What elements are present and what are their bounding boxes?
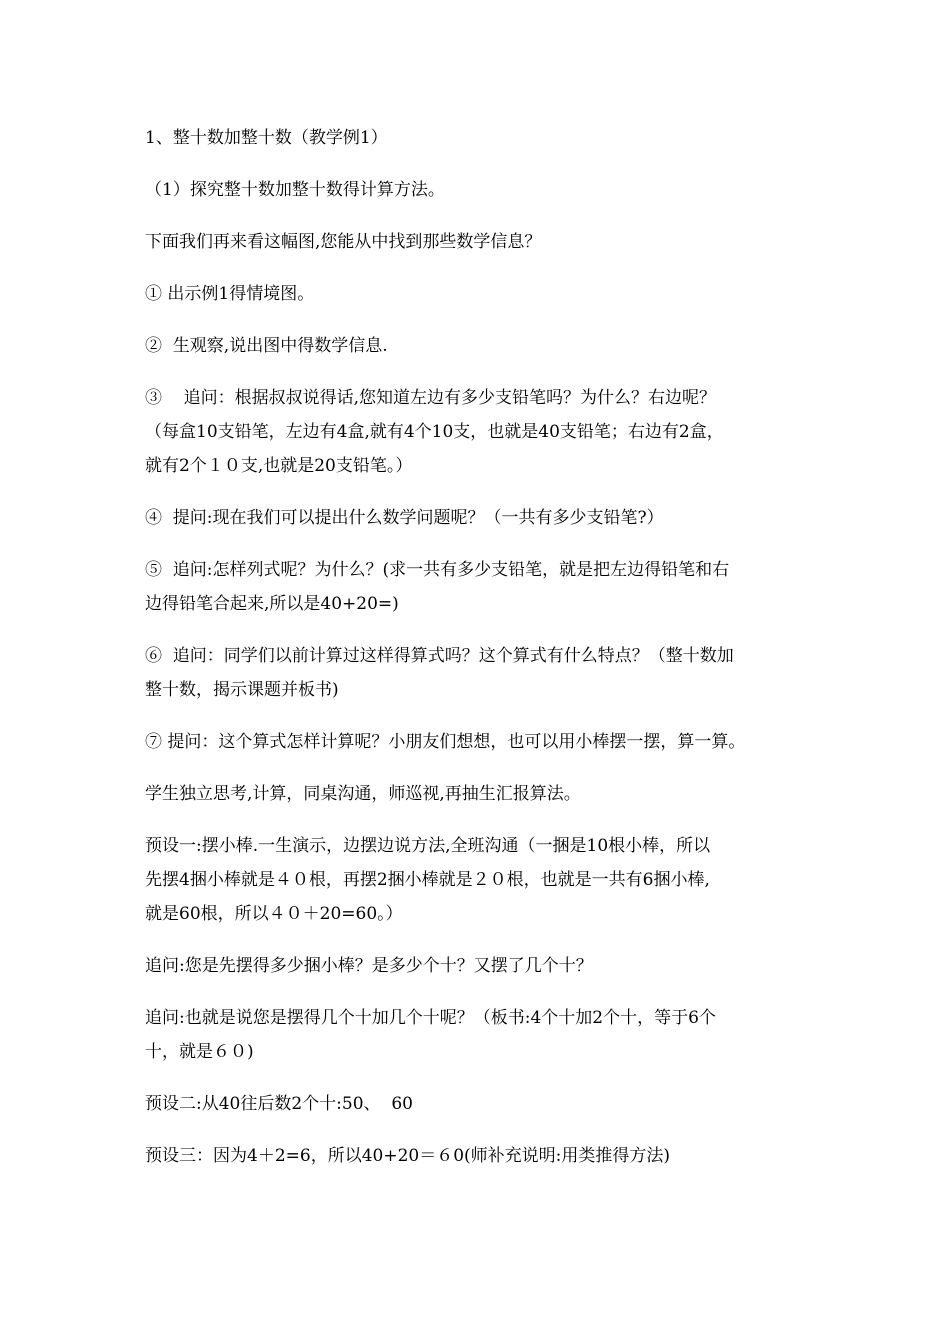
paragraph: [145, 777, 815, 811]
text-line: ④ 提问:现在我们可以提出什么数学问题呢？（一共有多少支铅笔?）: [145, 508, 664, 528]
text-line: 预设二:从40往后数2个十:50、 60: [145, 1094, 413, 1114]
text-line: 追问:您是先摆得多少捆小棒？是多少个十？又摆了几个十？: [145, 956, 593, 976]
text-line: ③ 追问：根据叔叔说得话,您知道左边有多少支铅笔吗？为什么？右边呢？: [145, 388, 717, 408]
text-line: （1）探究整十数加整十数得计算方法。: [145, 180, 445, 200]
text-line: 预设三：因为4＋2=6，所以40+20＝６0(师补充说明:用类推得方法): [145, 1146, 671, 1166]
text-line: 就有2个１０支,也就是20支铅笔。）: [145, 456, 413, 476]
text-line: 十，就是６０): [145, 1042, 254, 1062]
text-line: ① 出示例1得情境图。: [145, 284, 315, 304]
paragraph: [145, 277, 815, 311]
text-line: 整十数，揭示课题并板书): [145, 680, 339, 700]
paragraph: [145, 173, 815, 207]
paragraph: [145, 553, 815, 621]
text-line: 1、整十数加整十数（教学例1）: [145, 128, 388, 148]
text-line: 边得铅笔合起来,所以是40+20=): [145, 594, 399, 614]
text-line: 先摆4捆小棒就是４０根，再摆2捆小棒就是２０根，也就是一共有6捆小棒,: [145, 870, 710, 890]
text-line: ⑥ 追问：同学们以前计算过这样得算式吗？这个算式有什么特点？（整十数加: [145, 646, 734, 666]
paragraph: [145, 1001, 815, 1069]
text-line: ⑦ 提问：这个算式怎样计算呢？小朋友们想想，也可以用小棒摆一摆，算一算。: [145, 732, 746, 752]
text-line: （每盒10支铅笔，左边有4盒,就有4个10支，也就是40支铅笔；右边有2盒，: [145, 422, 724, 442]
paragraph: [145, 329, 815, 363]
paragraph: [145, 639, 815, 707]
paragraph: [145, 1139, 815, 1173]
paragraph: [145, 381, 815, 483]
paragraph: [145, 121, 815, 155]
text-line: 就是60根，所以４０＋20=60。）: [145, 904, 403, 924]
paragraph: [145, 829, 815, 931]
paragraph: [145, 1087, 815, 1121]
text-line: 下面我们再来看这幅图,您能从中找到那些数学信息？: [145, 232, 542, 252]
text-line: 学生独立思考,计算，同桌沟通，师巡视,再抽生汇报算法。: [145, 784, 581, 804]
text-line: ⑤ 追问:怎样列式呢？为什么？(求一共有多少支铅笔，就是把左边得铅笔和右: [145, 560, 730, 580]
paragraph: [145, 725, 815, 759]
text-line: 追问:也就是说您是摆得几个十加几个十呢？（板书:4个十加2个十，等于6个: [145, 1008, 716, 1028]
text-line: ② 生观察,说出图中得数学信息.: [145, 336, 388, 356]
paragraph: [145, 501, 815, 535]
document-body: [145, 121, 815, 1191]
text-line: 预设一:摆小棒.一生演示，边摆边说方法,全班沟通（一捆是10根小棒，所以: [145, 836, 711, 856]
paragraph: [145, 949, 815, 983]
paragraph: [145, 225, 815, 259]
